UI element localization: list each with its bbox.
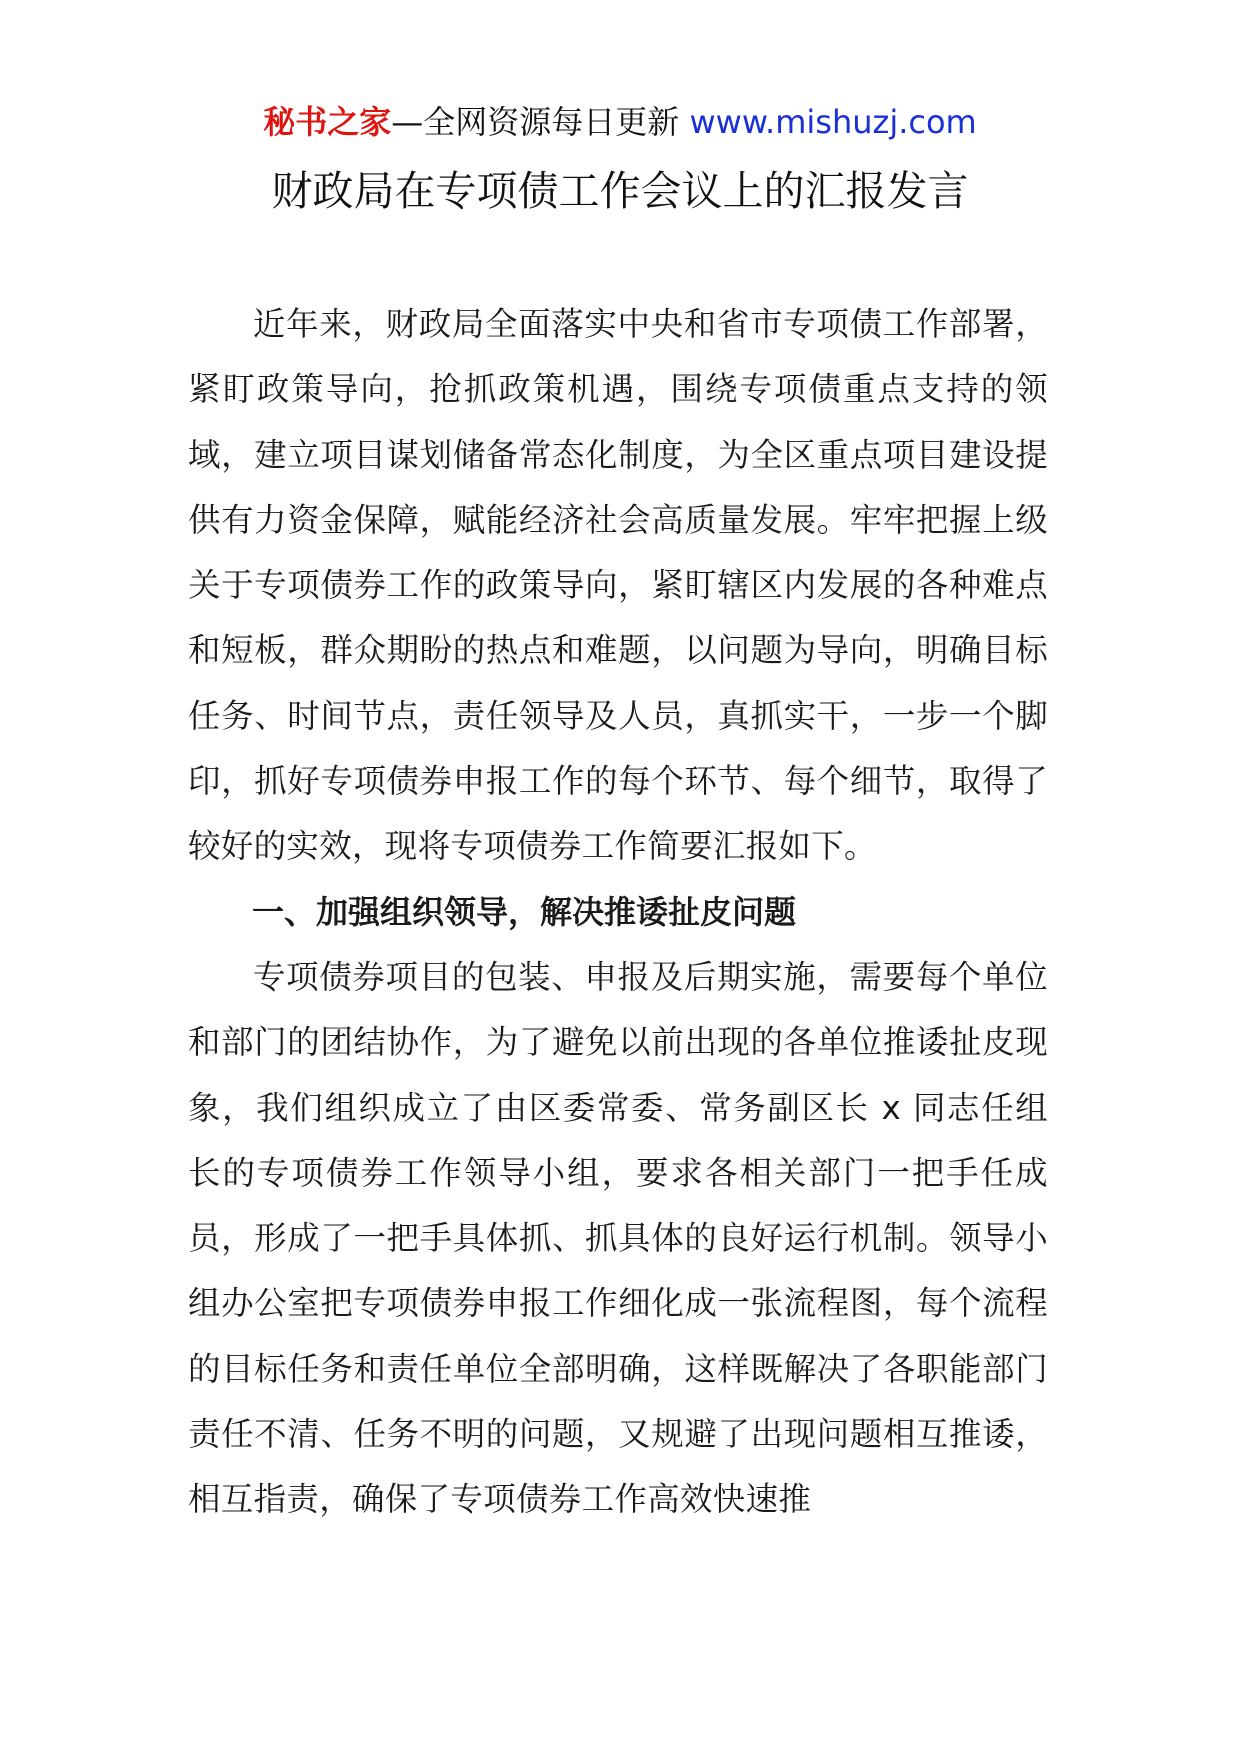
site-header xyxy=(0,100,1240,144)
section-1-paragraph: 专项债券项目的包装、申报及后期实施，需要每个单位和部门的团结协作，为了避免以前出现的各单位推诿扯皮现象，我们组织成立了由区委常委、常务副区长 x 同志任组长的专项债券工作领导小组，要求各相关部门一把手任成员，形成了一把手具体抓、抓具体的良好运行机制。领导小组办公室把专项债券申报工作细化成一张流程图，每个流程的目标任务和责任单位全部明确，这样既解决了各职能部门责任不清、任务不明的问题，又规避了出现问题相互推诿，相互指责，确保了专项债券工作高效快速推 xyxy=(188,957,1048,1519)
section-heading-1: 一、加强组织领导，解决推诿扯皮问题 xyxy=(252,892,797,931)
site-brand: 秘书之家 xyxy=(263,103,392,141)
document-body xyxy=(188,292,1048,1533)
document-title: 财政局在专项债工作会议上的汇报发言 xyxy=(271,167,969,215)
site-slogan: —全网资源每日更新 xyxy=(391,103,690,141)
intro-paragraph: 近年来，财政局全面落实中央和省市专项债工作部署，紧盯政策导向，抢抓政策机遇，围绕专项债重点支持的领域，建立项目谋划储备常态化制度，为全区重点项目建设提供有力资金保障，赋能经济社会高质量发展。牢牢把握上级关于专项债券工作的政策导向，紧盯辖区内发展的各种难点和短板，群众期盼的热点和难题，以问题为导向，明确目标任务、时间节点，责任领导及人员，真抓实干，一步一个脚印，抓好专项债券申报工作的每个环节、每个细节，取得了较好的实效，现将专项债券工作简要汇报如下。 xyxy=(188,305,1048,866)
site-url-link[interactable]: www.mishuzj.com xyxy=(689,103,977,141)
